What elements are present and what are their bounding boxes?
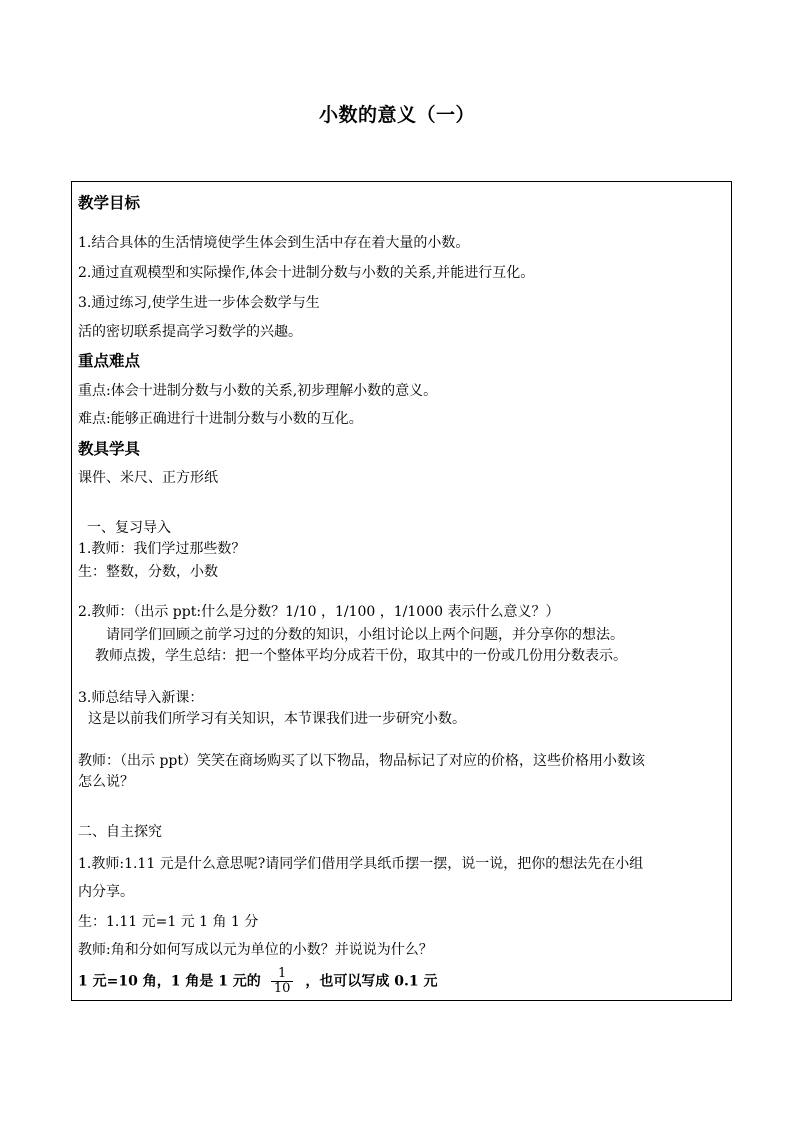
review-line: 生：整数，分数，小数 xyxy=(78,564,218,580)
objective-item: 活的密切联系提高学习数学的兴趣。 xyxy=(78,324,302,340)
explore-conclusion xyxy=(78,967,437,996)
key-point-item: 重点:体会十进制分数与小数的关系,初步理解小数的意义。 xyxy=(78,383,438,399)
objective-item: 2.通过直观模型和实际操作,体会十进制分数与小数的关系,并能进行互化。 xyxy=(78,265,535,281)
explore-line: 生：1.11 元=1 元 1 角 1 分 xyxy=(78,914,259,930)
explore-heading: 二、自主探究 xyxy=(78,824,162,840)
review-line: 这是以前我们所学习有关知识，本节课我们进一步研究小数。 xyxy=(88,711,466,727)
objective-item: 1.结合具体的生活情境使学生体会到生活中存在着大量的小数。 xyxy=(78,235,470,251)
conclusion-suffix: ，也可以写成 0.1 元 xyxy=(305,973,438,990)
conclusion-prefix: 1 元=10 角，1 角是 1 元的 xyxy=(78,973,261,990)
explore-line: 1.教师:1.11 元是什么意思呢?请同学们借用学具纸币摆一摆，说一说，把你的想法先在小组 xyxy=(78,856,644,872)
review-line: 怎么说？ xyxy=(78,774,134,790)
materials-text: 课件、米尺、正方形纸 xyxy=(78,470,218,486)
review-line: 1.教师：我们学过那些数？ xyxy=(78,541,246,557)
objective-item: 3.通过练习,使学生进一步体会数学与生 xyxy=(78,295,320,311)
fraction xyxy=(271,967,294,996)
objectives-heading: 教学目标 xyxy=(78,193,141,212)
page-title: 小数的意义（一） xyxy=(318,104,475,126)
review-line: 教师点拨，学生总结：把一个整体平均分成若干份，取其中的一份或几份用分数表示。 xyxy=(95,648,627,664)
review-line: 3.师总结导入新课： xyxy=(78,690,204,706)
review-line: 教师：（出示 ppt）笑笑在商场购买了以下物品，物品标记了对应的价格，这些价格用小数该 xyxy=(78,753,645,769)
explore-line: 教师:角和分如何写成以元为单位的小数？并说说为什么？ xyxy=(78,942,433,958)
key-point-item: 难点:能够正确进行十进制分数与小数的互化。 xyxy=(78,411,363,427)
explore-line: 内分享。 xyxy=(78,884,134,900)
fraction-denominator: 10 xyxy=(271,981,294,996)
review-line: 2.教师：（出示 ppt:什么是分数？1/10 ，1/100 ，1/1000 表示什么意义？） xyxy=(78,604,560,620)
review-heading: 一、复习导入 xyxy=(87,520,171,536)
key-points-heading: 重点难点 xyxy=(78,351,141,370)
fraction-numerator: 1 xyxy=(277,966,287,981)
materials-heading: 教具学具 xyxy=(78,439,141,458)
review-line: 请同学们回顾之前学习过的分数的知识，小组讨论以上两个问题，并分享你的想法。 xyxy=(106,627,624,643)
